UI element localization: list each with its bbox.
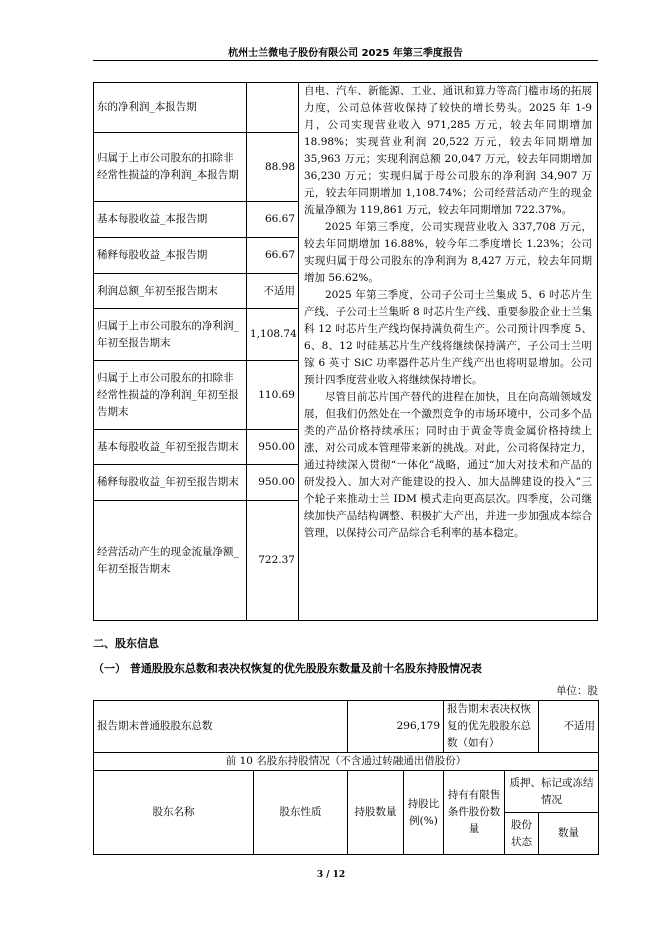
col-header-status: 股份状态	[505, 813, 539, 855]
metric-label: 归属于上市公司股东的净利润_年初至报告期末	[94, 309, 247, 361]
col-header-nature: 股东性质	[254, 771, 348, 855]
top10-title: 前 10 名股东持股情况（不含通过转融通出借股份）	[94, 753, 599, 771]
col-header-quantity: 持股数量	[348, 771, 404, 855]
metric-value: 66.67	[247, 238, 299, 274]
metric-value: 88.98	[247, 133, 299, 202]
metric-value: 不适用	[247, 274, 299, 309]
shareholder-table	[93, 700, 599, 855]
metrics-table	[93, 82, 598, 621]
total-shareholders-value: 296,179	[348, 701, 444, 753]
col-header-pledge: 质押、标记或冻结情况	[505, 771, 599, 813]
metric-value: 950.00	[247, 465, 299, 501]
explanation-cell	[299, 83, 598, 621]
metric-label: 归属于上市公司股东的扣除非经常性损益的净利润_本报告期	[94, 133, 247, 202]
metric-label: 基本每股收益_年初至报告期末	[94, 430, 247, 465]
explanation-paragraph: 尽管目前芯片国产替代的进程在加快，且在向高端领域发展，但我们仍然处在一个激烈竞争的市场环境中，公司多个品类的产品价格持续承压；同时由于黄金等贵金属价格持续上涨，对公司成本管理带来新的挑战。对此，公司将保持定力，通过持续深入贯彻“一体化”战略，通过“加大对技术和产品的研发投入、加大对产能建设的投入、加大品牌建设的投入”三个轮子来推动士兰 IDM 模式走向更高层次。四季度，公司继续加快产品结构调整、积极扩大产出，并进一步加强成本综合管理，以保持公司产品综合毛利率的基本稳定。	[304, 391, 592, 539]
metric-value: 66.67	[247, 202, 299, 238]
preferred-shareholders-value: 不适用	[539, 701, 599, 753]
metric-label: 利润总额_年初至报告期末	[94, 274, 247, 309]
unit-label: 单位：股	[556, 685, 598, 697]
metric-label: 归属于上市公司股东的扣除非经常性损益的净利润_年初至报告期末	[94, 361, 247, 430]
page-number: 3 / 12	[316, 870, 346, 880]
explanation-paragraph: 2025 年第三季度，公司子公司士兰集成 5、6 吋芯片生产线、子公司士兰集昕 8 吋芯片生产线、重要参股企业士兰集科 12 吋芯片生产线均保持满负荷生产。公司预计四季度 5、6、8、12 吋硅基芯片生产线将继续保持满产，子公司士兰明镓 6 英寸 SiC 功率器件芯片生产线产出也将明显增加。公司预计四季度营业收入将继续保持增长。	[304, 289, 592, 386]
header-rule	[93, 60, 598, 61]
metric-value	[247, 83, 299, 133]
metric-value: 722.37	[247, 501, 299, 621]
subsection-title: （一） 普通股股东总数和表决权恢复的优先股股东数量及前十名股东持股情况表	[93, 662, 482, 675]
metric-label: 基本每股收益_本报告期	[94, 202, 247, 238]
metric-value: 1,108.74	[247, 309, 299, 361]
explanation-lead: 自电、汽车、新能源、工业、通讯和算力等高门槛市场的拓展力度，公司总体营收保持了较快的增长势头。2025 年 1-9 月，公司实现营业收入 971,285 万元，较去年同期增加 18.98%；实现营业利润 20,522 万元，较去年同期增加 35,963 万元；实现利润总额 20,047 万元，较去年同期增加 36,230 万元；实现归属于母公司股东的净利润 34,907 万元，较去年同期增加 1,108.74%；公司经营活动产生的现金流量净额为 119,861 万元，较去年同期增加 722.37%。	[304, 85, 592, 216]
explanation-paragraph: 2025 年第三季度，公司实现营业收入 337,708 万元，较去年同期增加 16.88%，较今年二季度增长 1.23%；公司实现归属于母公司股东的净利润为 8,427 万元，较去年同期增加 56.62%。	[304, 221, 592, 284]
report-header: 杭州士兰微电子股份有限公司 2025 年第三季度报告	[228, 48, 463, 59]
col-header-ratio: 持股比例(%)	[404, 771, 444, 855]
preferred-shareholders-label: 报告期末表决权恢复的优先股股东总数（如有）	[444, 701, 539, 753]
col-header-name: 股东名称	[94, 771, 254, 855]
metric-value: 950.00	[247, 430, 299, 465]
col-header-restricted: 持有有限售条件股份数量	[444, 771, 505, 855]
metric-label: 经营活动产生的现金流量净额_年初至报告期末	[94, 501, 247, 621]
metric-label: 稀释每股收益_本报告期	[94, 238, 247, 274]
metric-label: 稀释每股收益_年初至报告期末	[94, 465, 247, 501]
metric-value: 110.69	[247, 361, 299, 430]
metric-label: 东的净利润_本报告期	[94, 83, 247, 133]
total-shareholders-label: 报告期末普通股股东总数	[94, 701, 348, 753]
section-title: 二、股东信息	[93, 637, 159, 650]
col-header-amount: 数量	[539, 813, 599, 855]
